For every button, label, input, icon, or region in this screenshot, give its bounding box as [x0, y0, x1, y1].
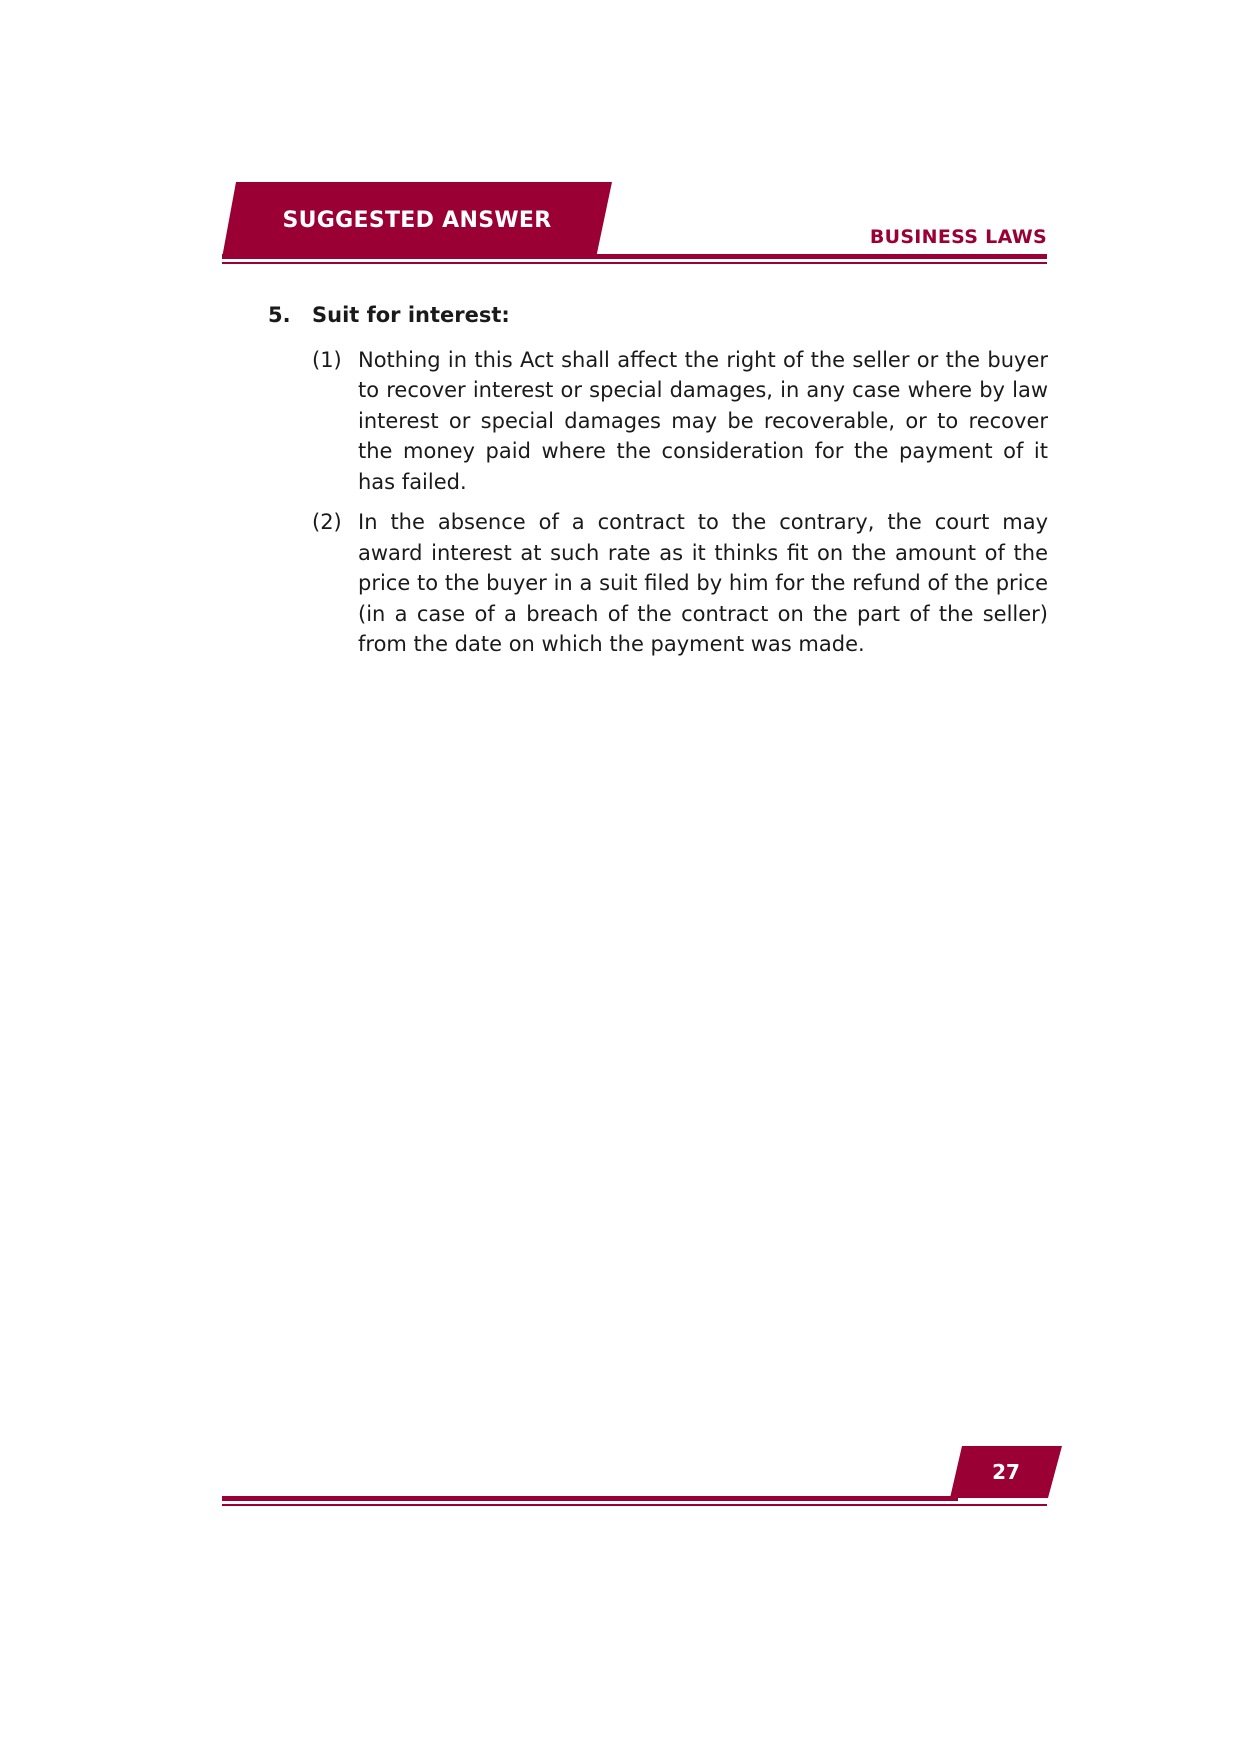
list-item-text: Nothing in this Act shall affect the right of the seller or the buyer to recover interest or special damages, in any case where by law interest or special damages may be recoverable, or to recover the money paid where the consideration for the payment of it has failed. — [358, 347, 1048, 494]
section-heading — [268, 300, 1048, 331]
section-number: 5. — [268, 303, 291, 327]
list-item — [312, 345, 1048, 498]
header-section-label: SUGGESTED ANSWER — [282, 207, 552, 233]
list-item-label: (2) — [312, 510, 342, 534]
section-title: Suit for interest: — [312, 303, 510, 327]
footer-rule-thin — [222, 1504, 1047, 1506]
list-item — [312, 507, 1048, 660]
list-item-text: In the absence of a contract to the contrary, the court may award interest at such rate as it thinks fit on the amount of the price to the buyer in a suit filed by him for the refund of the price (in a case of a breach of the contract on the part of the seller) from the date on which the payment was made. — [358, 510, 1048, 656]
header-rule — [222, 254, 1047, 259]
header-rule-thin — [222, 262, 1047, 264]
footer-rule — [222, 1496, 958, 1501]
list-item-label: (1) — [312, 347, 342, 372]
page-content — [268, 300, 1048, 670]
page-number: 27 — [992, 1460, 1020, 1484]
header-subject-label: BUSINESS LAWS — [869, 226, 1047, 248]
